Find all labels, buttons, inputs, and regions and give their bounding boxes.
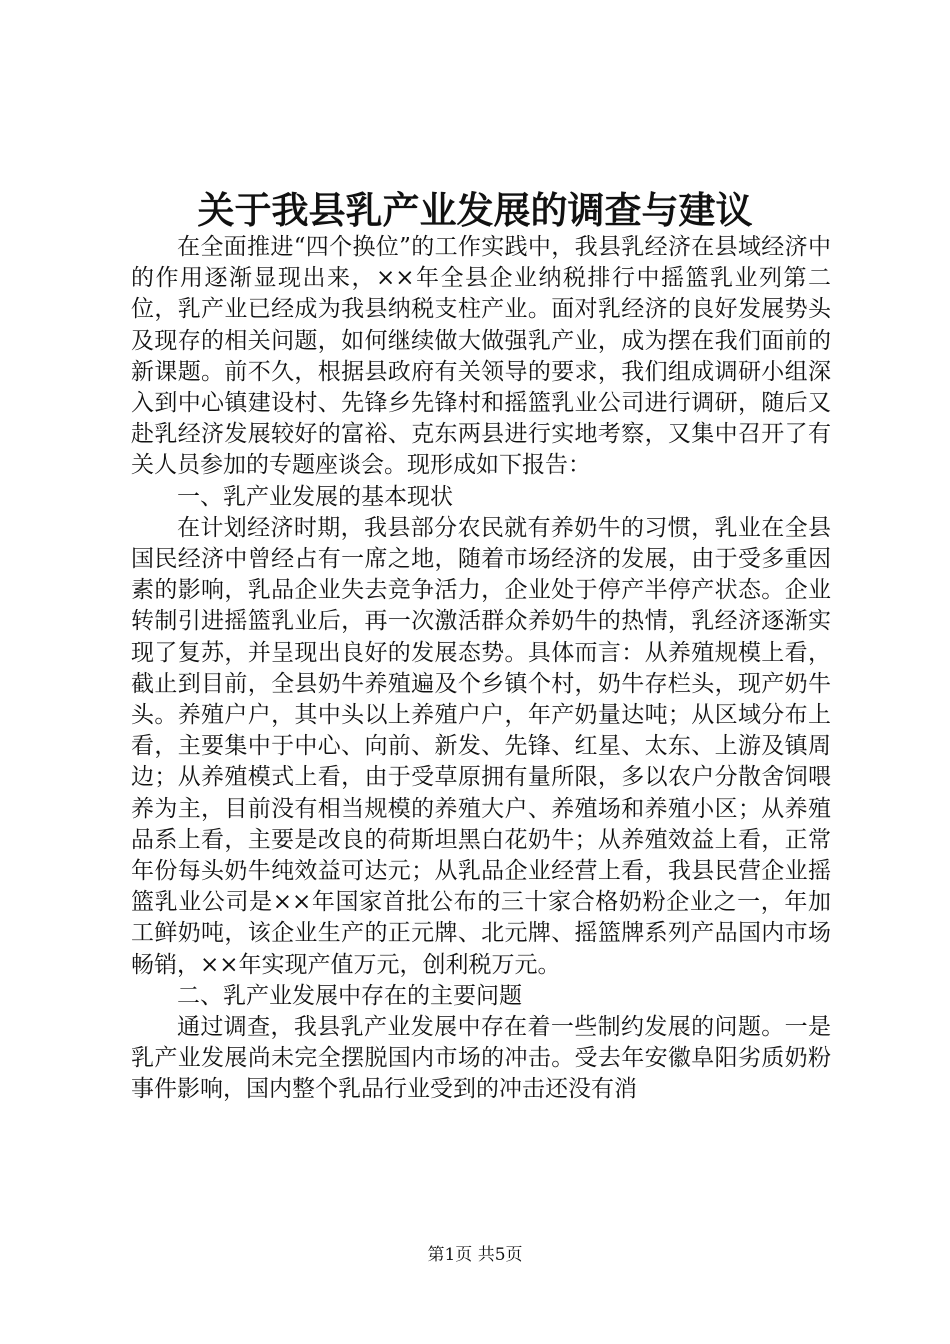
document-body bbox=[131, 232, 831, 1106]
paragraph-status: 在计划经济时期，我县部分农民就有养奶牛的习惯，乳业在全县国民经济中曾经占有一席之地，随着市场经济的发展，由于受多重因素的影响，乳品企业失去竞争活力，企业处于停产半停产状态。企业转制引进摇篮乳业后，再一次激活群众养奶牛的热情，乳经济逐渐实现了复苏，并呈现出良好的发展态势。具体而言：从养殖规模上看，截止到目前，全县奶牛养殖遍及个乡镇个村，奶牛存栏头，现产奶牛头。养殖户户，其中头以上养殖户户，年产奶量达吨；从区域分布上看，主要集中于中心、向前、新发、先锋、红星、太东、上游及镇周边；从养殖模式上看，由于受草原拥有量所限，多以农户分散舍饲喂养为主，目前没有相当规模的养殖大户、养殖场和养殖小区；从养殖品系上看，主要是改良的荷斯坦黑白花奶牛；从养殖效益上看，正常年份每头奶牛纯效益可达元；从乳品企业经营上看，我县民营企业摇篮乳业公司是××年国家首批公布的三十家合格奶粉企业之一，年加工鲜奶吨，该企业生产的正元牌、北元牌、摇篮牌系列产品国内市场畅销，××年实现产值万元，创利税万元。 bbox=[131, 514, 831, 978]
section-heading-1: 一、乳产业发展的基本现状 bbox=[177, 483, 453, 510]
document-title: 关于我县乳产业发展的调查与建议 bbox=[197, 188, 753, 232]
section-heading-2: 二、乳产业发展中存在的主要问题 bbox=[177, 982, 522, 1009]
paragraph-problems: 通过调查，我县乳产业发展中存在着一些制约发展的问题。一是乳产业发展尚未完全摆脱国内市场的冲击。受去年安徽阜阳劣质奶粉事件影响，国内整个乳品行业受到的冲击还没有消 bbox=[131, 1014, 831, 1103]
page-footer: 第1页 共5页 bbox=[427, 1245, 523, 1265]
paragraph-intro: 在全面推进“四个换位”的工作实践中，我县乳经济在县域经济中的作用逐渐显现出来，××年全县企业纳税排行中摇篮乳业列第二位，乳产业已经成为我县纳税支柱产业。面对乳经济的良好发展势头及现存的相关问题，如何继续做大做强乳产业，成为摆在我们面前的新课题。前不久，根据县政府有关领导的要求，我们组成调研小组深入到中心镇建设村、先锋乡先锋村和摇篮乳业公司进行调研，随后又赴乳经济发展较好的富裕、克东两县进行实地考察，又集中召开了有关人员参加的专题座谈会。现形成如下报告： bbox=[131, 234, 831, 479]
